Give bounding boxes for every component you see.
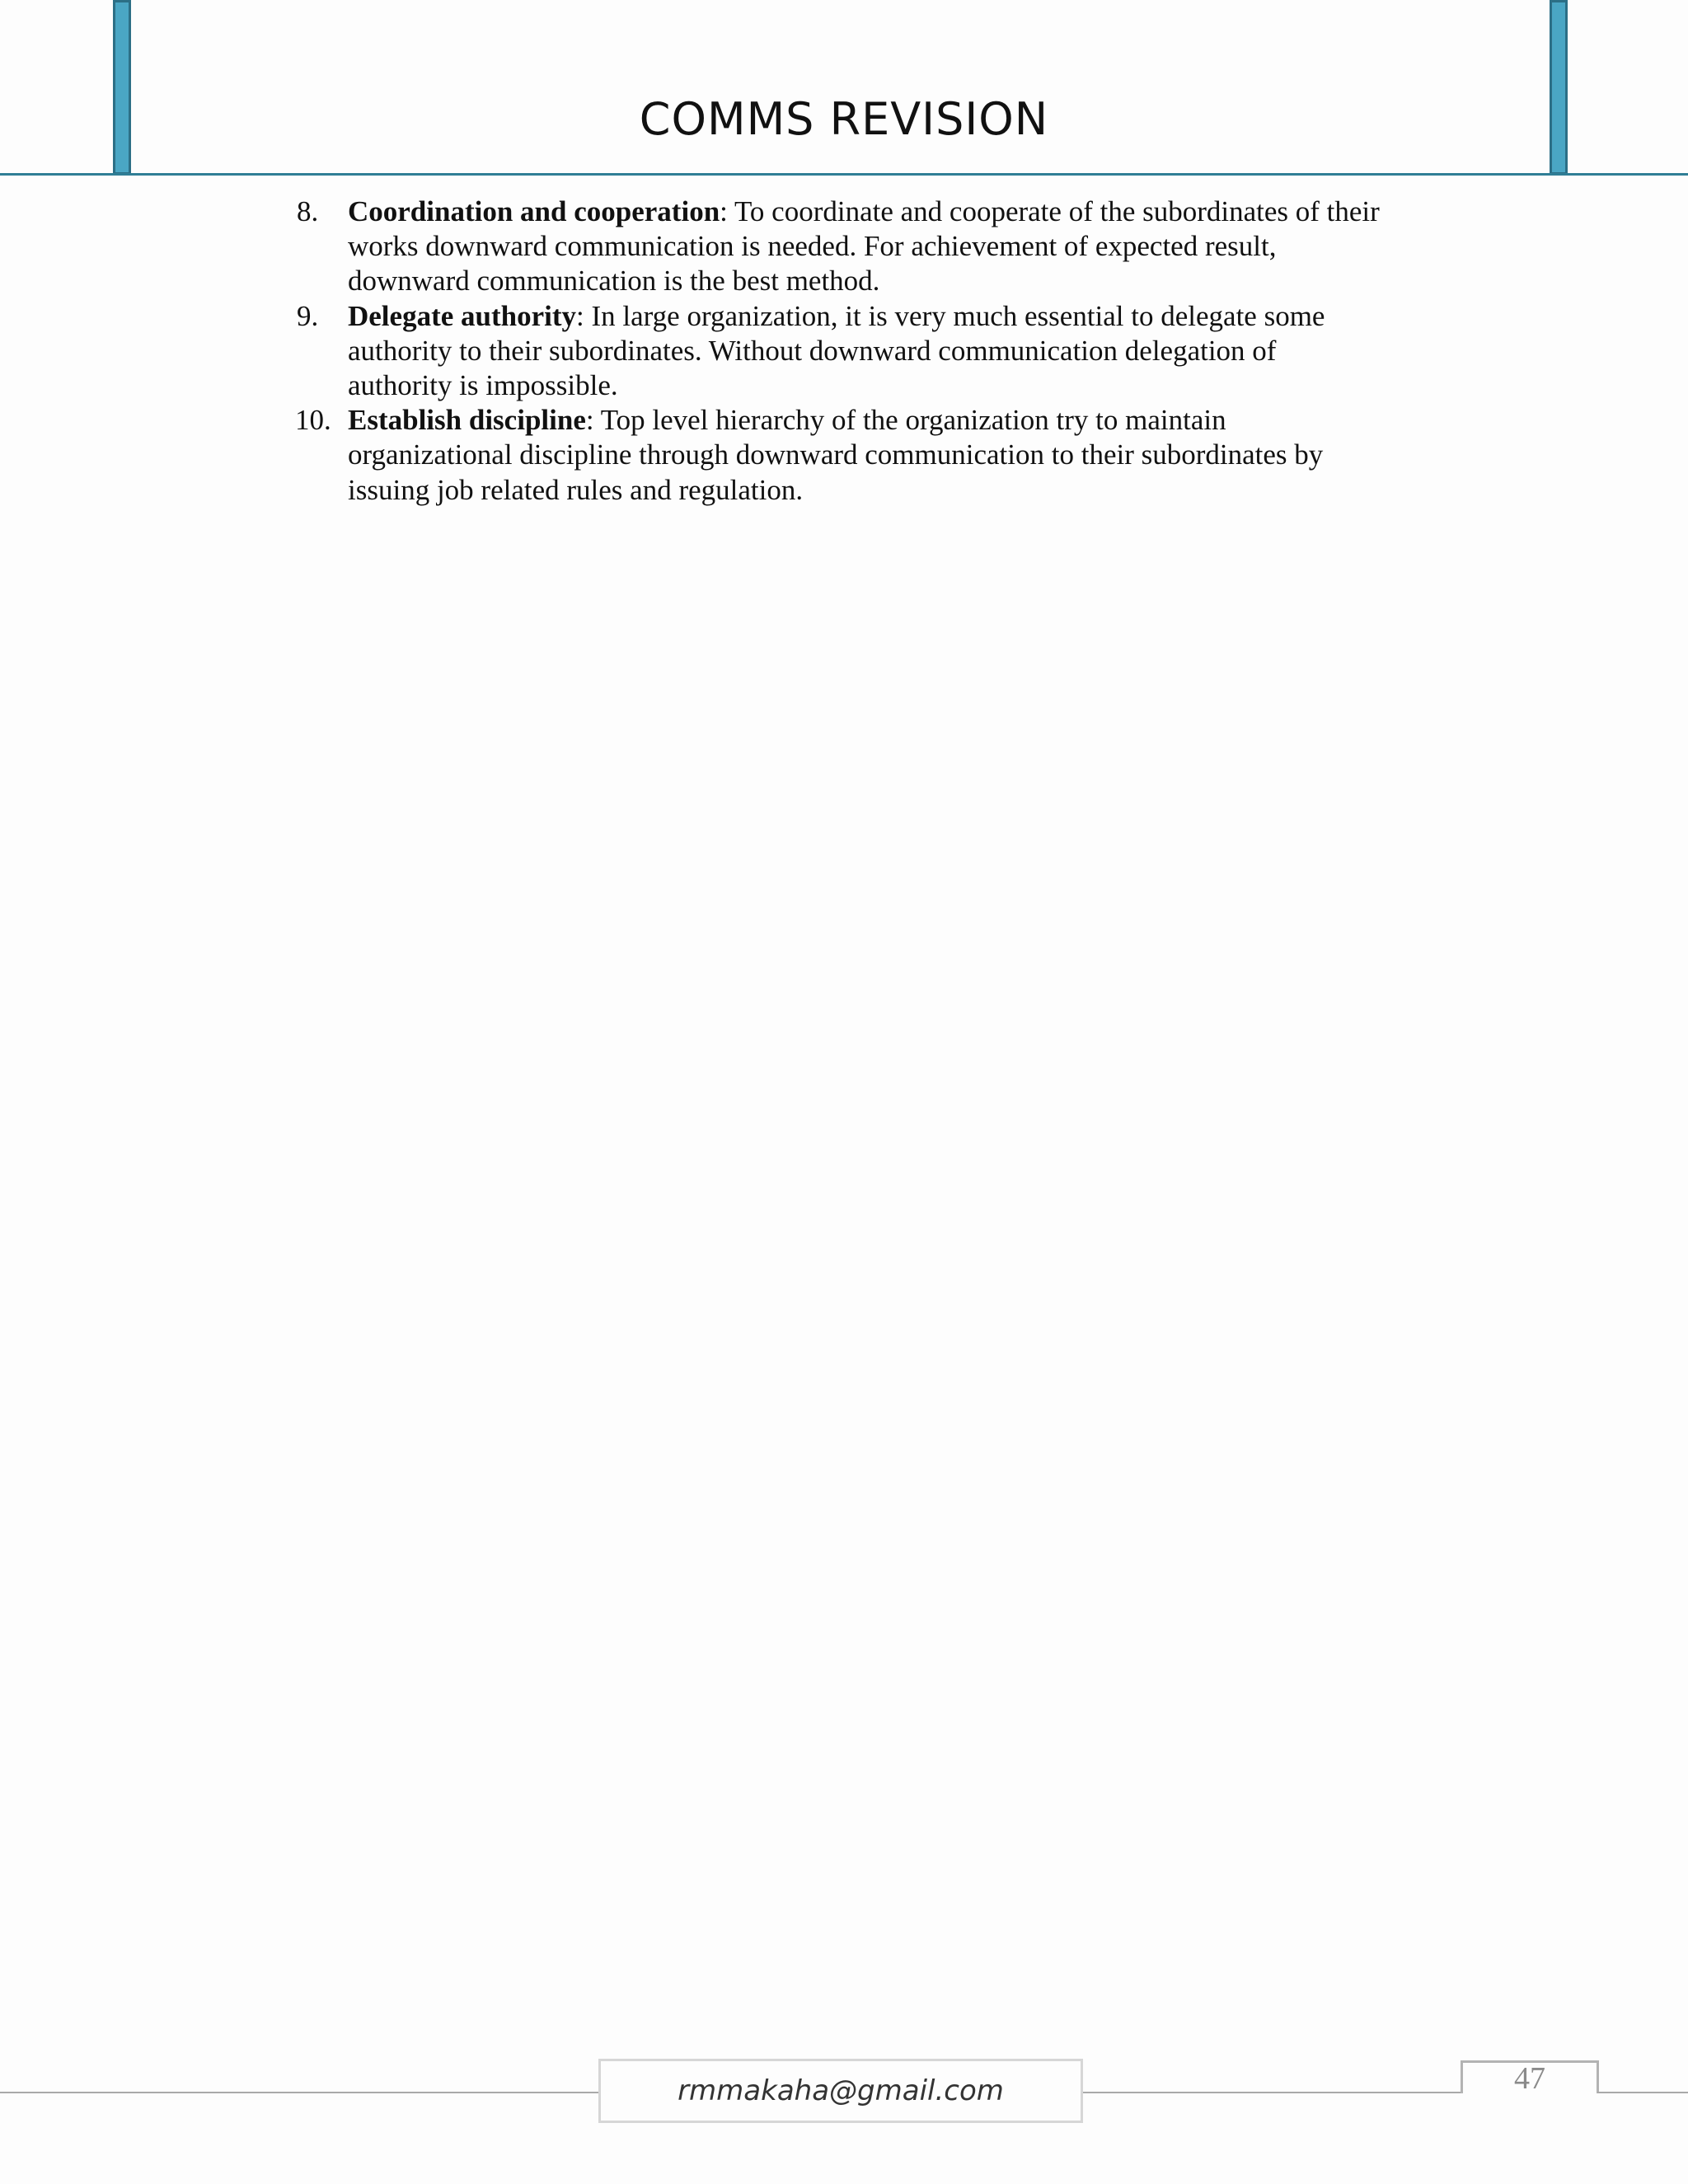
list-item <box>297 403 1451 508</box>
list-item-line: downward communication is the best method. <box>348 265 880 298</box>
list-item-line <box>348 403 1451 438</box>
list-item-line: works downward communication is needed. For achievement of expected result, <box>348 230 1277 263</box>
page-number: 47 <box>1461 2060 1599 2093</box>
header-divider <box>0 173 1688 176</box>
list-item-term: Establish discipline <box>348 404 586 437</box>
list-item-line: authority to their subordinates. Without downward communication delegation of <box>348 334 1277 367</box>
list-item <box>297 194 1451 299</box>
list-item <box>297 299 1451 404</box>
footer-divider-right <box>1597 2092 1688 2093</box>
list-item-number: 8. <box>297 195 319 227</box>
list-item-term: Coordination and cooperation <box>348 195 720 227</box>
list-item-line: authority is impossible. <box>348 369 618 402</box>
list-item-number: 9. <box>297 299 319 332</box>
list-item-text: : To coordinate and cooperate of the subordinates of their <box>720 195 1380 227</box>
list-item-line <box>348 194 1451 229</box>
footer-divider-middle <box>1083 2092 1462 2093</box>
list-item-line: organizational discipline through downward communication to their subordinates by <box>348 438 1324 471</box>
footer-email: rmmakaha@gmail.com <box>598 2059 1083 2123</box>
list-item-number: 10. <box>295 404 331 437</box>
list-item-term: Delegate authority <box>348 299 577 332</box>
header-right-bar <box>1550 0 1568 175</box>
footer-divider-left <box>0 2092 598 2093</box>
header-left-bar <box>113 0 131 175</box>
list-item-text: : Top level hierarchy of the organization try to maintain <box>585 404 1226 437</box>
list-item-text: : In large organization, it is very much essential to delegate some <box>576 299 1325 332</box>
list-item-line: issuing job related rules and regulation. <box>348 473 804 506</box>
page-title: COMMS REVISION <box>639 93 1049 145</box>
list-item-line <box>348 299 1451 334</box>
numbered-list <box>297 194 1451 508</box>
